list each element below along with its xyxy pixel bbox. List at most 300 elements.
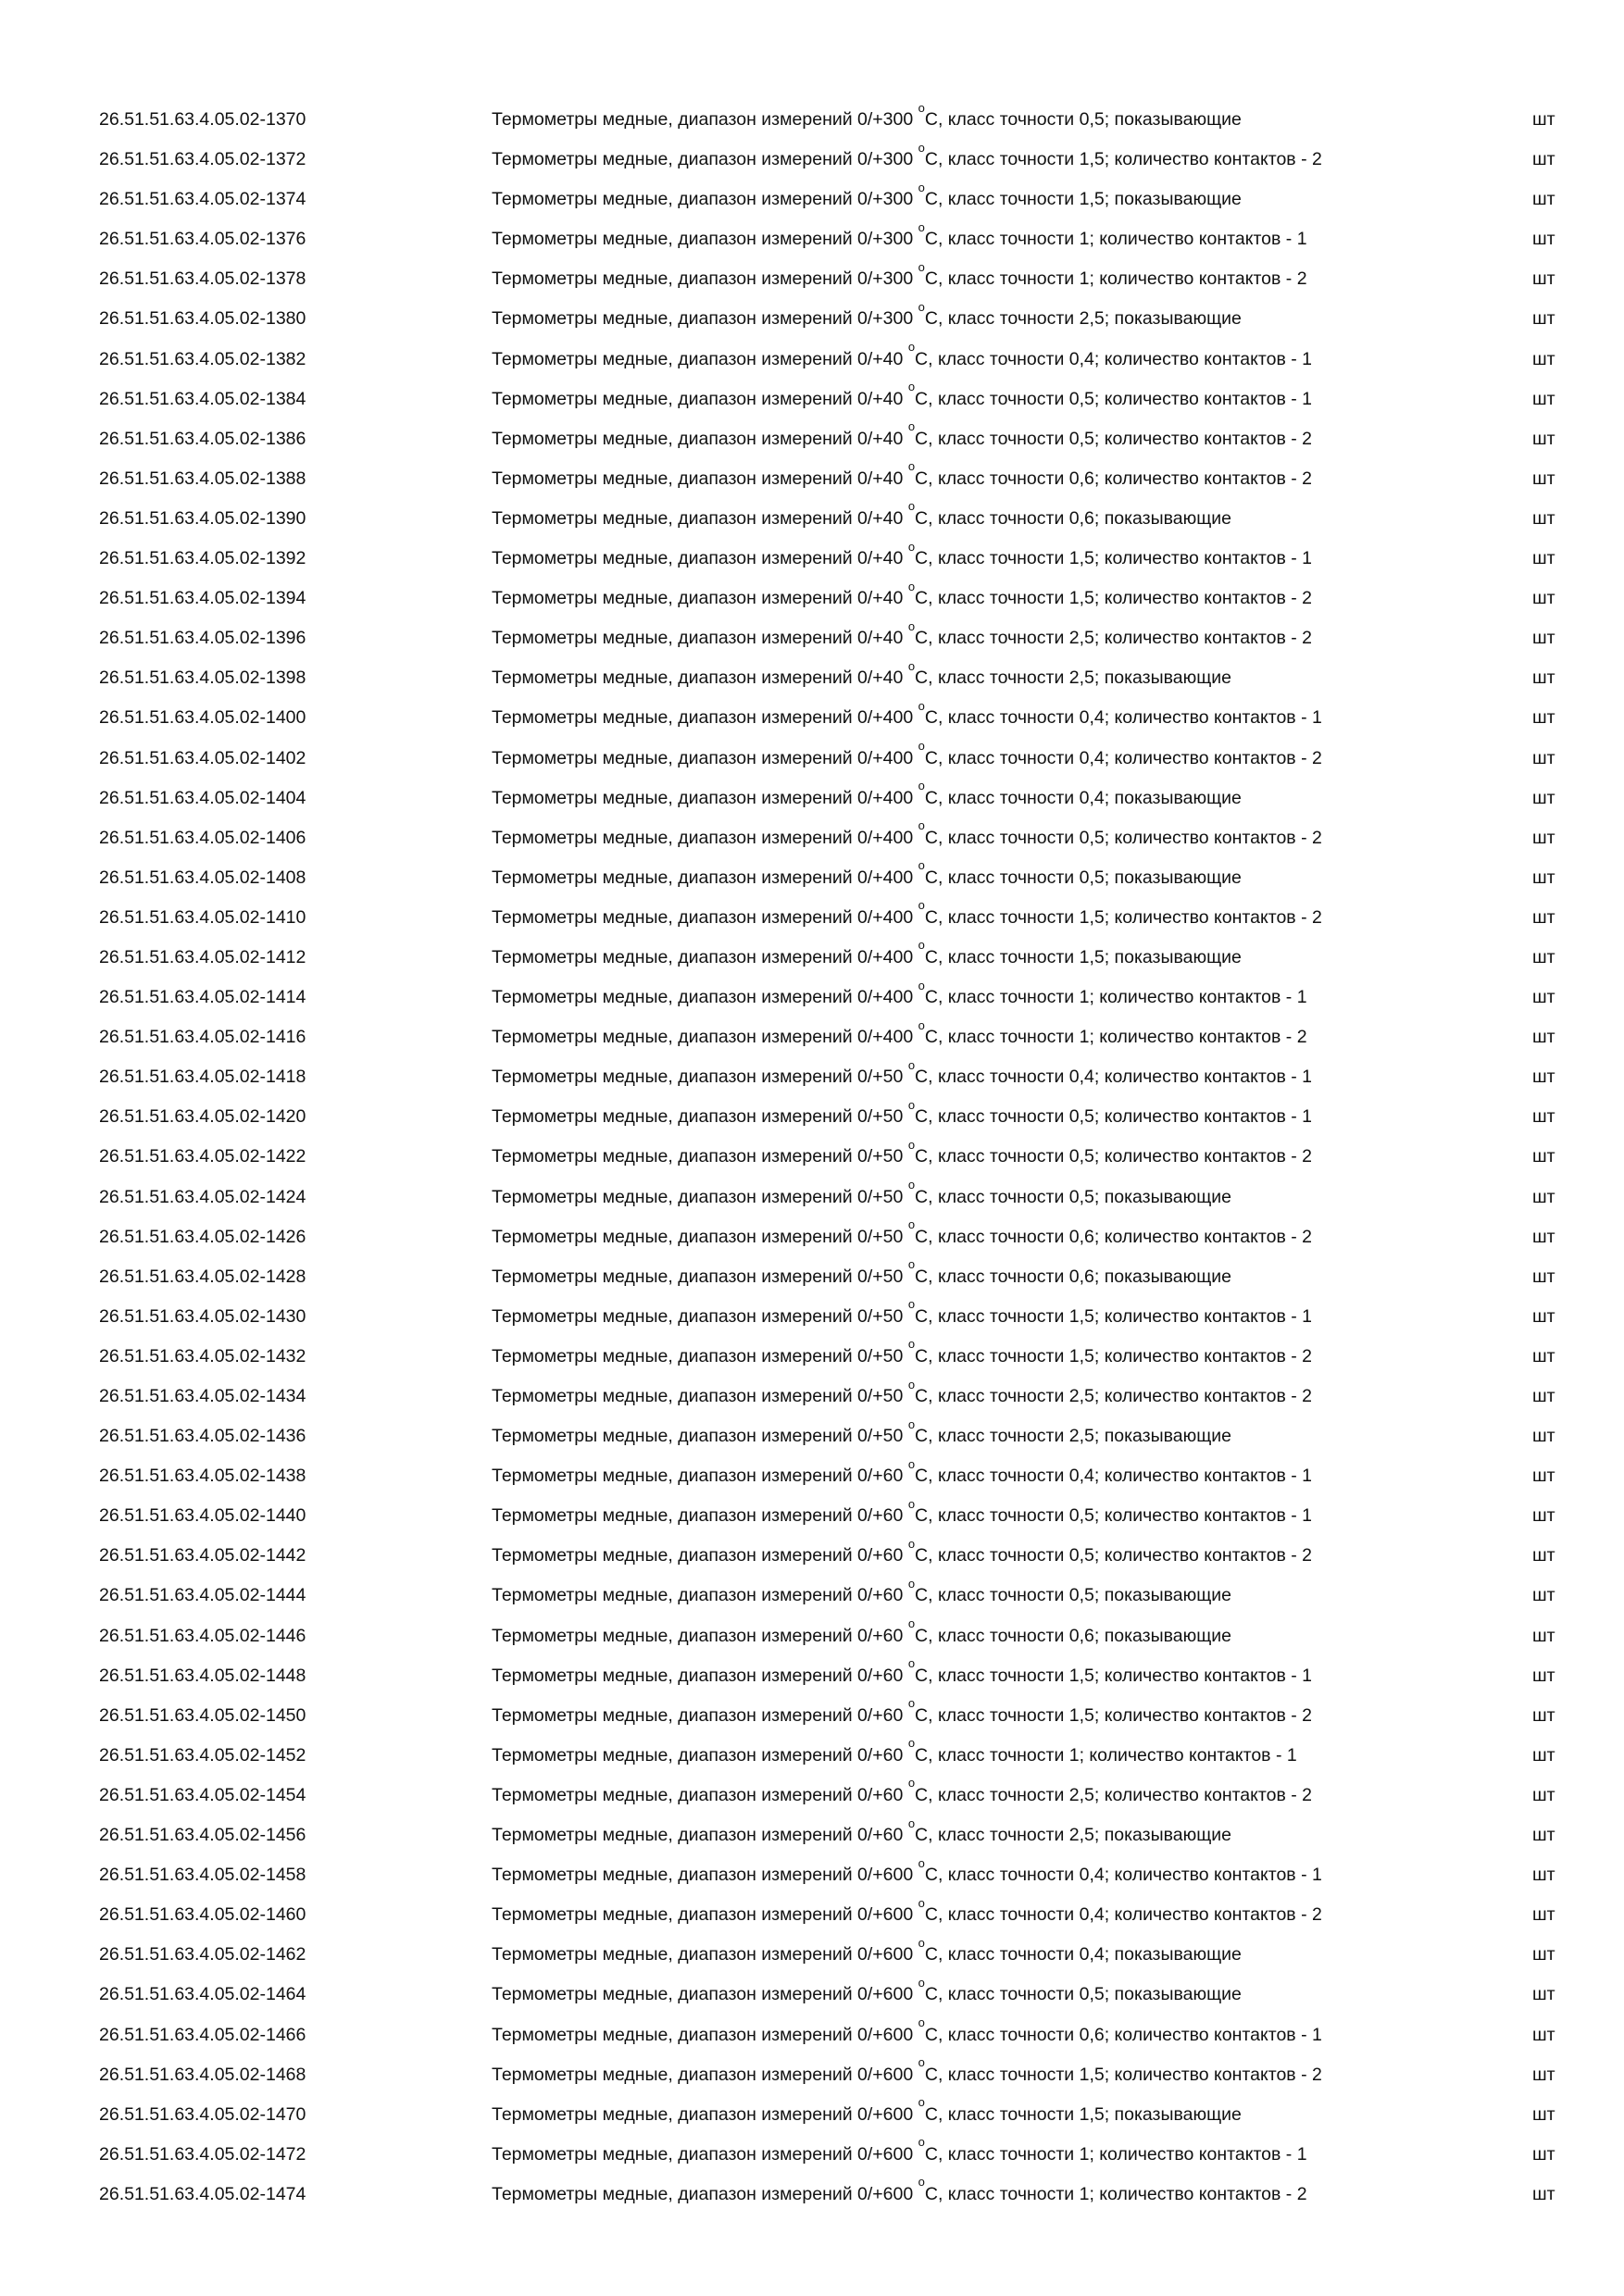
row-unit: шт [1532,1545,1555,1566]
description-class: С, класс точности 1; количество контактов - 1 [924,229,1307,250]
row-description [492,658,1231,698]
table-row [0,340,1624,380]
description-range: Термометры медные, диапазон измерений 0/+40 [492,428,904,449]
description-class: С, класс точности 0,5; количество контактов - 1 [915,388,1312,409]
row-description [492,779,1242,818]
degree-sign: о [918,2175,925,2190]
description-range: Термометры медные, диапазон измерений 0/+60 [492,1744,904,1766]
description-range: Термометры медные, диапазон измерений 0/+40 [492,507,904,529]
table-row [0,658,1624,698]
row-description [492,459,1312,499]
table-row [0,978,1624,1017]
row-description [492,1017,1307,1057]
degree-sign: о [918,100,925,115]
row-description [492,1736,1297,1776]
row-code: 26.51.51.63.4.05.02-1382 [99,348,306,369]
description-range: Термометры медные, диапазон измерений 0/+300 [492,149,914,170]
row-unit: шт [1532,268,1555,290]
degree-sign: о [907,1178,916,1192]
description-class: С, класс точности 1,5; показывающие [924,2103,1242,2125]
table-row [0,419,1624,459]
row-code: 26.51.51.63.4.05.02-1378 [99,268,306,290]
row-description [492,1776,1312,1816]
degree-sign: о [918,779,925,793]
description-class: С, класс точности 2,5; показывающие [915,1426,1232,1447]
degree-sign: о [918,938,925,953]
degree-sign: о [907,1057,916,1072]
row-code: 26.51.51.63.4.05.02-1392 [99,548,306,569]
table-row [0,1057,1624,1097]
table-row [0,1816,1624,1855]
table-row [0,459,1624,499]
row-description [492,1696,1312,1736]
row-description [492,858,1242,898]
description-class: С, класс точности 1; количество контактов - 1 [924,2143,1307,2165]
row-code: 26.51.51.63.4.05.02-1438 [99,1466,306,1487]
row-code: 26.51.51.63.4.05.02-1460 [99,1904,306,1926]
description-range: Термометры медные, диапазон измерений 0/+400 [492,1027,914,1048]
row-unit: шт [1532,588,1555,609]
row-unit: шт [1532,668,1555,689]
table-row [0,1776,1624,1816]
row-code: 26.51.51.63.4.05.02-1394 [99,588,306,609]
description-range: Термометры медные, диапазон измерений 0/+40 [492,468,904,489]
description-range: Термометры медные, диапазон измерений 0/+40 [492,548,904,569]
description-range: Термометры медные, диапазон измерений 0/+600 [492,1944,914,1965]
row-code: 26.51.51.63.4.05.02-1454 [99,1784,306,1805]
description-range: Термометры медные, диапазон измерений 0/+60 [492,1585,904,1606]
row-description [492,2175,1307,2215]
row-description [492,1217,1312,1257]
description-class: С, класс точности 0,4; количество контактов - 2 [924,1904,1322,1926]
degree-sign: о [907,419,916,434]
table-row [0,898,1624,938]
row-description [492,1297,1312,1337]
description-range: Термометры медные, диапазон измерений 0/+300 [492,229,914,250]
table-row [0,618,1624,658]
description-range: Термометры медные, диапазон измерений 0/+60 [492,1625,904,1646]
row-description [492,2015,1322,2055]
description-class: С, класс точности 1,5; количество контактов - 2 [915,588,1312,609]
degree-sign: о [907,1736,916,1751]
description-class: С, класс точности 1; количество контактов - 2 [924,2183,1307,2204]
row-code: 26.51.51.63.4.05.02-1424 [99,1186,306,1207]
table-row [0,1297,1624,1337]
description-range: Термометры медные, диапазон измерений 0/+600 [492,2143,914,2165]
row-code: 26.51.51.63.4.05.02-1384 [99,388,306,409]
degree-sign: о [918,1975,925,1990]
degree-sign: о [907,1696,916,1711]
degree-sign: о [918,858,925,873]
description-class: С, класс точности 1,5; показывающие [924,189,1242,210]
row-description [492,1576,1231,1616]
row-unit: шт [1532,1784,1555,1805]
row-description [492,1456,1312,1496]
degree-sign: о [918,259,925,274]
description-range: Термометры медные, диапазон измерений 0/+40 [492,388,904,409]
row-unit: шт [1532,1665,1555,1686]
table-row [0,1456,1624,1496]
description-class: С, класс точности 0,4; количество контактов - 1 [924,1865,1322,1886]
degree-sign: о [918,698,925,713]
description-class: С, класс точности 0,6; показывающие [915,507,1232,529]
degree-sign: о [907,1377,916,1391]
description-class: С, класс точности 1; количество контактов - 2 [924,1027,1307,1048]
degree-sign: о [918,299,925,314]
row-description [492,100,1242,140]
description-class: С, класс точности 0,5; количество контактов - 1 [915,1106,1312,1128]
table-row [0,2015,1624,2055]
table-row [0,1137,1624,1177]
table-row [0,1496,1624,1536]
description-class: С, класс точности 1,5; количество контактов - 2 [924,149,1322,170]
degree-sign: о [918,1895,925,1910]
row-description [492,2095,1242,2135]
description-range: Термометры медные, диапазон измерений 0/+50 [492,1345,904,1366]
row-description [492,1935,1242,1975]
row-code: 26.51.51.63.4.05.02-1396 [99,628,306,649]
row-code: 26.51.51.63.4.05.02-1408 [99,867,306,888]
degree-sign: о [907,1656,916,1671]
table-row [0,1656,1624,1696]
row-description [492,140,1322,180]
description-class: С, класс точности 2,5; количество контактов - 2 [915,628,1312,649]
degree-sign: о [907,340,916,355]
row-unit: шт [1532,707,1555,729]
degree-sign: о [907,459,916,474]
row-description [492,1975,1242,2015]
row-description [492,1416,1231,1456]
row-description [492,739,1322,779]
row-unit: шт [1532,507,1555,529]
description-class: С, класс точности 2,5; количество контактов - 2 [915,1784,1312,1805]
description-class: С, класс точности 1,5; количество контактов - 1 [915,548,1312,569]
table-row [0,1536,1624,1576]
degree-sign: о [918,739,925,753]
row-description [492,180,1242,219]
row-unit: шт [1532,1704,1555,1726]
description-range: Термометры медные, диапазон измерений 0/+400 [492,707,914,729]
row-unit: шт [1532,308,1555,330]
degree-sign: о [907,1217,916,1232]
table-row [0,1257,1624,1297]
table-row [0,180,1624,219]
description-class: С, класс точности 0,4; показывающие [924,787,1242,808]
row-code: 26.51.51.63.4.05.02-1416 [99,1027,306,1048]
row-description [492,1616,1231,1656]
row-code: 26.51.51.63.4.05.02-1404 [99,787,306,808]
description-range: Термометры медные, диапазон измерений 0/+60 [492,1665,904,1686]
description-class: С, класс точности 1,5; количество контактов - 2 [915,1345,1312,1366]
row-unit: шт [1532,628,1555,649]
description-class: С, класс точности 2,5; показывающие [915,668,1232,689]
row-code: 26.51.51.63.4.05.02-1450 [99,1704,306,1726]
row-description [492,818,1322,858]
description-range: Термометры медные, диапазон измерений 0/+50 [492,1067,904,1088]
description-range: Термометры медные, диапазон измерений 0/+50 [492,1266,904,1287]
description-range: Термометры медные, диапазон измерений 0/+400 [492,827,914,848]
table-row [0,299,1624,339]
table-row [0,499,1624,539]
description-class: С, класс точности 2,5; показывающие [915,1825,1232,1846]
row-code: 26.51.51.63.4.05.02-1434 [99,1386,306,1406]
description-range: Термометры медные, диапазон измерений 0/+60 [492,1505,904,1527]
degree-sign: о [918,1017,925,1032]
row-unit: шт [1532,1386,1555,1406]
degree-sign: о [907,1456,916,1471]
description-range: Термометры медные, диапазон измерений 0/+60 [492,1545,904,1566]
row-description [492,898,1322,938]
degree-sign: о [918,978,925,992]
description-class: С, класс точности 1,5; количество контактов - 1 [915,1305,1312,1327]
row-code: 26.51.51.63.4.05.02-1426 [99,1226,306,1247]
description-range: Термометры медные, диапазон измерений 0/+40 [492,588,904,609]
table-row [0,140,1624,180]
row-code: 26.51.51.63.4.05.02-1390 [99,507,306,529]
description-range: Термометры медные, диапазон измерений 0/+300 [492,268,914,290]
description-class: С, класс точности 1,5; количество контактов - 2 [915,1704,1312,1726]
row-description [492,938,1242,978]
row-unit: шт [1532,1106,1555,1128]
description-class: С, класс точности 0,6; показывающие [915,1266,1232,1287]
description-range: Термометры медные, диапазон измерений 0/+600 [492,2183,914,2204]
table-row [0,1935,1624,1975]
row-code: 26.51.51.63.4.05.02-1466 [99,2024,306,2045]
row-code: 26.51.51.63.4.05.02-1370 [99,109,306,130]
row-unit: шт [1532,1426,1555,1447]
row-description [492,579,1312,618]
row-description [492,340,1312,380]
row-description [492,1178,1231,1217]
row-code: 26.51.51.63.4.05.02-1380 [99,308,306,330]
row-unit: шт [1532,388,1555,409]
row-unit: шт [1532,1305,1555,1327]
table-row [0,1217,1624,1257]
table-row [0,818,1624,858]
row-code: 26.51.51.63.4.05.02-1422 [99,1146,306,1167]
row-code: 26.51.51.63.4.05.02-1472 [99,2143,306,2165]
description-class: С, класс точности 1,5; количество контактов - 1 [915,1665,1312,1686]
row-code: 26.51.51.63.4.05.02-1468 [99,2064,306,2085]
row-code: 26.51.51.63.4.05.02-1376 [99,229,306,250]
row-unit: шт [1532,1625,1555,1646]
degree-sign: о [918,898,925,913]
description-range: Термометры медные, диапазон измерений 0/+50 [492,1186,904,1207]
table-row [0,1736,1624,1776]
row-code: 26.51.51.63.4.05.02-1372 [99,149,306,170]
table-row [0,259,1624,299]
table-row [0,100,1624,140]
row-unit: шт [1532,548,1555,569]
row-description [492,1057,1312,1097]
row-description [492,698,1322,738]
row-description [492,499,1231,539]
degree-sign: о [907,1496,916,1511]
description-range: Термометры медные, диапазон измерений 0/+600 [492,2103,914,2125]
description-class: С, класс точности 0,4; количество контактов - 2 [924,747,1322,768]
description-class: С, класс точности 1; количество контактов - 2 [924,268,1307,290]
description-class: С, класс точности 0,4; количество контактов - 1 [915,1466,1312,1487]
row-unit: шт [1532,747,1555,768]
table-row [0,539,1624,579]
row-unit: шт [1532,1466,1555,1487]
description-class: С, класс точности 0,6; количество контактов - 2 [915,468,1312,489]
row-unit: шт [1532,2064,1555,2085]
table-row [0,2095,1624,2135]
description-class: С, класс точности 2,5; количество контактов - 2 [915,1386,1312,1406]
price-table [0,100,1624,2215]
table-row [0,1855,1624,1895]
table-row [0,1097,1624,1137]
description-range: Термометры медные, диапазон измерений 0/+400 [492,787,914,808]
table-row [0,219,1624,259]
row-description [492,419,1312,459]
row-description [492,2135,1307,2175]
description-class: С, класс точности 0,6; количество контактов - 2 [915,1226,1312,1247]
row-unit: шт [1532,149,1555,170]
row-unit: шт [1532,109,1555,130]
row-code: 26.51.51.63.4.05.02-1402 [99,747,306,768]
degree-sign: о [918,818,925,833]
row-unit: шт [1532,189,1555,210]
table-row [0,779,1624,818]
description-class: С, класс точности 0,5; количество контактов - 2 [915,1545,1312,1566]
degree-sign: о [918,140,925,155]
row-unit: шт [1532,229,1555,250]
table-row [0,2175,1624,2215]
row-description [492,219,1307,259]
degree-sign: о [918,219,925,234]
row-unit: шт [1532,1146,1555,1167]
description-range: Термометры медные, диапазон измерений 0/+40 [492,628,904,649]
row-unit: шт [1532,1266,1555,1287]
row-description [492,1337,1312,1377]
description-class: С, класс точности 0,4; количество контактов - 1 [915,348,1312,369]
row-description [492,1895,1322,1935]
row-unit: шт [1532,906,1555,928]
description-class: С, класс точности 0,5; показывающие [915,1186,1232,1207]
table-row [0,2055,1624,2095]
degree-sign: о [918,1855,925,1870]
description-range: Термометры медные, диапазон измерений 0/+60 [492,1704,904,1726]
description-range: Термометры медные, диапазон измерений 0/+600 [492,1984,914,2005]
row-code: 26.51.51.63.4.05.02-1442 [99,1545,306,1566]
degree-sign: о [918,2015,925,2029]
row-code: 26.51.51.63.4.05.02-1414 [99,987,306,1008]
description-class: С, класс точности 0,4; количество контактов - 1 [915,1067,1312,1088]
description-class: С, класс точности 0,5; количество контактов - 1 [915,1505,1312,1527]
description-class: С, класс точности 0,4; показывающие [924,1944,1242,1965]
table-row [0,739,1624,779]
row-description [492,539,1312,579]
degree-sign: о [918,180,925,194]
row-unit: шт [1532,2143,1555,2165]
row-unit: шт [1532,1744,1555,1766]
row-description [492,1137,1312,1177]
degree-sign: о [907,658,916,673]
row-unit: шт [1532,1505,1555,1527]
row-code: 26.51.51.63.4.05.02-1410 [99,906,306,928]
row-description [492,380,1312,419]
row-unit: шт [1532,2103,1555,2125]
description-range: Термометры медные, диапазон измерений 0/+50 [492,1226,904,1247]
row-code: 26.51.51.63.4.05.02-1458 [99,1865,306,1886]
description-class: С, класс точности 1; количество контактов - 1 [924,987,1307,1008]
row-code: 26.51.51.63.4.05.02-1452 [99,1744,306,1766]
row-description [492,978,1307,1017]
row-unit: шт [1532,428,1555,449]
table-row [0,858,1624,898]
row-code: 26.51.51.63.4.05.02-1470 [99,2103,306,2125]
description-range: Термометры медные, диапазон измерений 0/+50 [492,1426,904,1447]
row-code: 26.51.51.63.4.05.02-1406 [99,827,306,848]
row-description [492,2055,1322,2095]
row-code: 26.51.51.63.4.05.02-1436 [99,1426,306,1447]
row-code: 26.51.51.63.4.05.02-1398 [99,668,306,689]
degree-sign: о [907,1097,916,1112]
row-unit: шт [1532,1904,1555,1926]
row-unit: шт [1532,1984,1555,2005]
description-range: Термометры медные, диапазон измерений 0/+300 [492,308,914,330]
description-range: Термометры медные, диапазон измерений 0/+400 [492,867,914,888]
row-code: 26.51.51.63.4.05.02-1464 [99,1984,306,2005]
row-unit: шт [1532,2183,1555,2204]
row-description [492,1496,1312,1536]
degree-sign: о [907,499,916,514]
degree-sign: о [907,1536,916,1551]
row-code: 26.51.51.63.4.05.02-1432 [99,1345,306,1366]
row-code: 26.51.51.63.4.05.02-1388 [99,468,306,489]
row-description [492,1097,1312,1137]
description-range: Термометры медные, диапазон измерений 0/+60 [492,1784,904,1805]
row-unit: шт [1532,1067,1555,1088]
row-description [492,1855,1322,1895]
row-unit: шт [1532,1825,1555,1846]
description-range: Термометры медные, диапазон измерений 0/+40 [492,348,904,369]
row-code: 26.51.51.63.4.05.02-1430 [99,1305,306,1327]
degree-sign: о [907,380,916,394]
table-row [0,938,1624,978]
description-range: Термометры медные, диапазон измерений 0/+600 [492,1865,914,1886]
description-range: Термометры медные, диапазон измерений 0/+300 [492,189,914,210]
row-description [492,1257,1231,1297]
row-unit: шт [1532,1186,1555,1207]
row-unit: шт [1532,1944,1555,1965]
description-range: Термометры медные, диапазон измерений 0/+60 [492,1825,904,1846]
description-range: Термометры медные, диапазон измерений 0/+400 [492,987,914,1008]
row-code: 26.51.51.63.4.05.02-1420 [99,1106,306,1128]
degree-sign: о [907,1337,916,1352]
degree-sign: о [907,1616,916,1631]
description-class: С, класс точности 0,5; показывающие [915,1585,1232,1606]
description-class: С, класс точности 0,5; показывающие [924,109,1242,130]
description-class: С, класс точности 0,6; количество контактов - 1 [924,2024,1322,2045]
row-unit: шт [1532,946,1555,967]
degree-sign: о [918,1935,925,1950]
table-row [0,1975,1624,2015]
degree-sign: о [918,2095,925,2110]
row-code: 26.51.51.63.4.05.02-1428 [99,1266,306,1287]
description-range: Термометры медные, диапазон измерений 0/+400 [492,747,914,768]
table-row [0,1576,1624,1616]
degree-sign: о [907,1297,916,1312]
row-unit: шт [1532,1865,1555,1886]
row-description [492,1536,1312,1576]
table-row [0,2135,1624,2175]
table-row [0,1017,1624,1057]
table-row [0,1895,1624,1935]
row-code: 26.51.51.63.4.05.02-1446 [99,1625,306,1646]
